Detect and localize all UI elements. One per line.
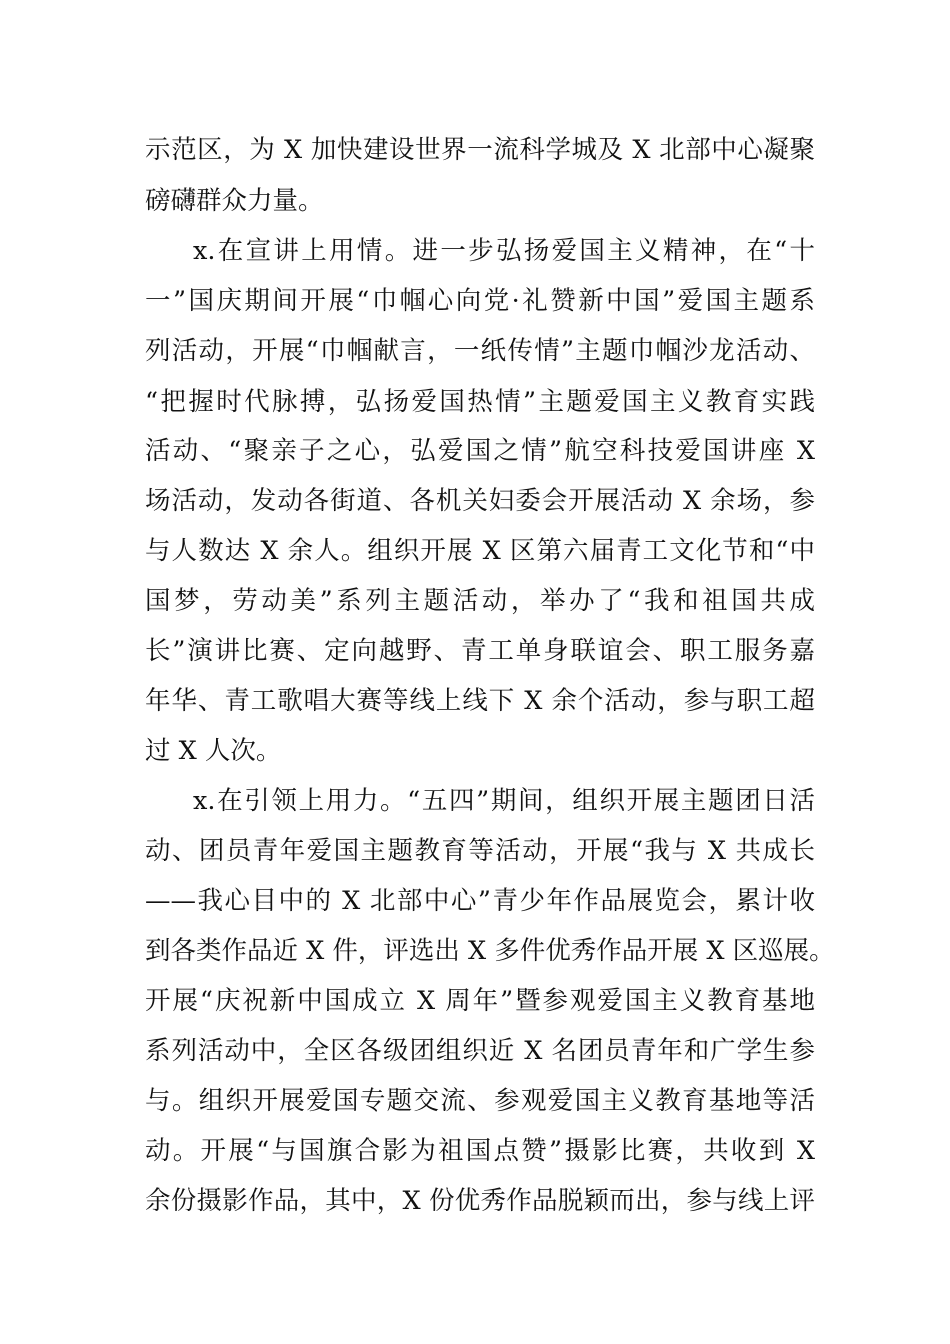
text-line: 与人数达 X 余人。组织开展 X 区第六届青工文化节和“中 xyxy=(145,536,815,566)
paragraph-heading-line: x.在宣讲上用情。进一步弘扬爱国主义精神，在“十 xyxy=(193,236,815,266)
text-line: 活动、“聚亲子之心，弘爱国之情”航空科技爱国讲座 X xyxy=(145,436,815,466)
paragraph-heading-line: x.在引领上用力。“五四”期间，组织开展主题团日活 xyxy=(193,786,815,816)
text-line: 动。开展“与国旗合影为祖国点赞”摄影比赛，共收到 X xyxy=(145,1136,815,1166)
text-line: 长”演讲比赛、定向越野、青工单身联谊会、职工服务嘉 xyxy=(145,636,815,666)
text-line: 到各类作品近 X 件，评选出 X 多件优秀作品开展 X 区巡展。 xyxy=(145,936,835,966)
text-line: 开展“庆祝新中国成立 X 周年”暨参观爱国主义教育基地 xyxy=(145,986,815,1016)
text-line: 与。组织开展爱国专题交流、参观爱国主义教育基地等活 xyxy=(145,1086,815,1116)
text-line: 磅礴群众力量。 xyxy=(145,186,324,216)
text-line: 列活动，开展“巾帼献言，一纸传情”主题巾帼沙龙活动、 xyxy=(145,336,815,366)
text-line: ——我心目中的 X 北部中心”青少年作品展览会，累计收 xyxy=(145,886,815,916)
text-line: 余份摄影作品，其中，X 份优秀作品脱颖而出，参与线上评 xyxy=(145,1186,815,1216)
text-line: 示范区，为 X 加快建设世界一流科学城及 X 北部中心凝聚 xyxy=(145,135,815,165)
text-line: 系列活动中，全区各级团组织近 X 名团员青年和广学生参 xyxy=(145,1036,815,1066)
text-line: 一”国庆期间开展“巾帼心向党·礼赞新中国”爱国主题系 xyxy=(145,286,815,316)
text-line: 过 X 人次。 xyxy=(145,736,282,766)
text-line: 国梦，劳动美”系列主题活动，举办了“我和祖国共成 xyxy=(145,586,815,616)
text-line: “把握时代脉搏，弘扬爱国热情”主题爱国主义教育实践 xyxy=(145,387,815,417)
text-line: 年华、青工歌唱大赛等线上线下 X 余个活动，参与职工超 xyxy=(145,686,815,716)
text-line: 动、团员青年爱国主题教育等活动，开展“我与 X 共成长 xyxy=(145,836,815,866)
text-line: 场活动，发动各街道、各机关妇委会开展活动 X 余场，参 xyxy=(145,486,815,516)
